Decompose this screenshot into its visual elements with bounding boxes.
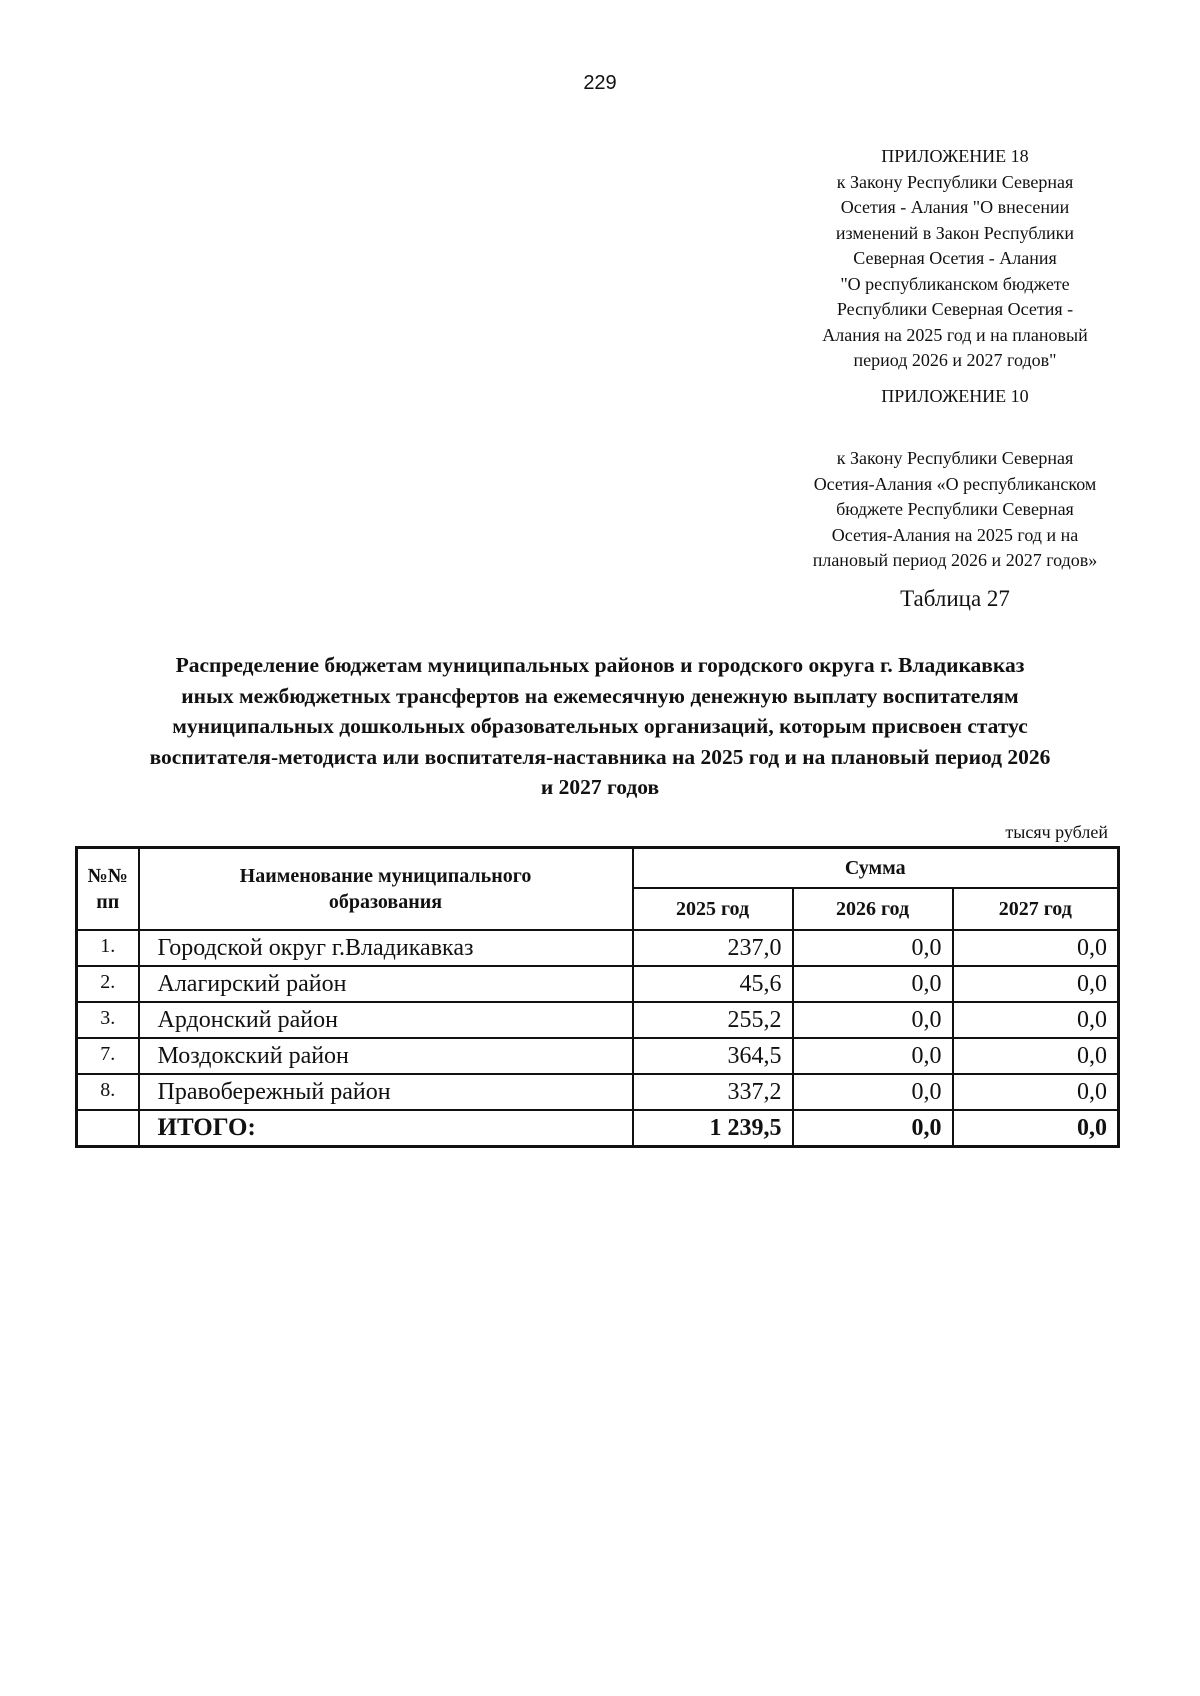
budget-table xyxy=(75,846,1120,1148)
appendix-10-line: к Закону Республики Северная xyxy=(836,448,1074,468)
document-title xyxy=(60,650,1140,803)
header-number-line2: пп xyxy=(96,891,120,913)
units-label: тысяч рублей xyxy=(1005,822,1108,842)
header-year-2025: 2025 год xyxy=(633,888,793,930)
row-value-2026: 0,0 xyxy=(793,930,953,966)
appendix-18-line: Алания на 2025 год и на плановый xyxy=(822,324,1088,345)
appendix-18-line: Северная Осетия - Алания xyxy=(853,248,1057,268)
row-number: 3. xyxy=(77,1002,139,1038)
row-name: Ардонский район xyxy=(139,1002,633,1038)
row-number: 1. xyxy=(77,930,139,966)
appendix-18-line: Республики Северная Осетия - xyxy=(836,299,1074,319)
appendix-10-block xyxy=(780,446,1130,574)
header-name xyxy=(139,848,633,931)
row-name: Алагирский район xyxy=(139,966,633,1002)
appendix-10-title: ПРИЛОЖЕНИЕ 10 xyxy=(881,386,1029,406)
row-value-2027: 0,0 xyxy=(953,930,1119,966)
appendix-10-line: бюджете Республики Северная xyxy=(836,499,1074,519)
row-name: Городской округ г.Владикавказ xyxy=(139,930,633,966)
row-value-2027: 0,0 xyxy=(953,966,1119,1002)
total-label: ИТОГО: xyxy=(139,1110,633,1147)
appendix-18-line: "О республиканском бюджете xyxy=(840,273,1070,294)
header-number xyxy=(77,848,139,931)
row-value-2026: 0,0 xyxy=(793,1002,953,1038)
table-row xyxy=(77,1074,1119,1110)
document-title-line: воспитателя-методиста или воспитателя-наставника на 2025 год и на плановый период 2026 xyxy=(149,744,1051,769)
row-name: Правобережный район xyxy=(139,1074,633,1110)
page-number: 229 xyxy=(583,72,617,94)
table-label: Таблица 27 xyxy=(900,586,1010,611)
document-title-line: муниципальных дошкольных образовательных организаций, которым присвоен статус xyxy=(172,714,1028,738)
row-value-2025: 364,5 xyxy=(633,1038,793,1074)
row-value-2026: 0,0 xyxy=(793,966,953,1002)
header-number-line1: №№ xyxy=(87,865,128,887)
row-value-2025: 237,0 xyxy=(633,930,793,966)
appendix-18-line: период 2026 и 2027 годов" xyxy=(853,350,1057,370)
row-number: 7. xyxy=(77,1038,139,1074)
row-value-2027: 0,0 xyxy=(953,1002,1119,1038)
header-name-line1: Наименование муниципального xyxy=(239,865,532,887)
appendix-10-line: Осетия-Алания «О республиканском xyxy=(813,473,1097,494)
row-name: Моздокский район xyxy=(139,1038,633,1074)
appendix-10-title-block xyxy=(780,384,1130,410)
header-year-2027: 2027 год xyxy=(953,888,1119,930)
total-number-empty xyxy=(77,1110,139,1147)
appendix-18-block xyxy=(780,144,1130,374)
header-sum: Сумма xyxy=(633,848,1119,889)
total-value-2027: 0,0 xyxy=(953,1110,1119,1147)
table-row xyxy=(77,966,1119,1002)
row-value-2025: 337,2 xyxy=(633,1074,793,1110)
total-row xyxy=(77,1110,1119,1147)
row-value-2026: 0,0 xyxy=(793,1074,953,1110)
document-title-line: Распределение бюджетам муниципальных районов и городского округа г. Владикавказ xyxy=(175,653,1025,677)
total-value-2026: 0,0 xyxy=(793,1110,953,1147)
appendix-18-line: к Закону Республики Северная xyxy=(836,171,1074,192)
appendix-10-line: Осетия-Алания на 2025 год и на xyxy=(831,524,1079,545)
appendix-18-line: изменений в Закон Республики xyxy=(835,222,1075,243)
row-value-2025: 45,6 xyxy=(633,966,793,1002)
row-value-2027: 0,0 xyxy=(953,1074,1119,1110)
appendix-10-line: плановый период 2026 и 2027 годов» xyxy=(812,550,1098,570)
row-number: 8. xyxy=(77,1074,139,1110)
row-value-2025: 255,2 xyxy=(633,1002,793,1038)
row-value-2027: 0,0 xyxy=(953,1038,1119,1074)
document-title-line: и 2027 годов xyxy=(540,775,660,799)
header-year-2026: 2026 год xyxy=(793,888,953,930)
total-value-2025: 1 239,5 xyxy=(633,1110,793,1147)
row-number: 2. xyxy=(77,966,139,1002)
appendix-18-line: Осетия - Алания "О внесении xyxy=(840,197,1070,217)
document-title-line: иных межбюджетных трансфертов на ежемесячную денежную выплату воспитателям xyxy=(181,683,1019,708)
table-row xyxy=(77,1038,1119,1074)
header-name-line2: образования xyxy=(328,891,443,913)
table-row xyxy=(77,1002,1119,1038)
row-value-2026: 0,0 xyxy=(793,1038,953,1074)
appendix-18-title: ПРИЛОЖЕНИЕ 18 xyxy=(881,146,1029,166)
table-row xyxy=(77,930,1119,966)
